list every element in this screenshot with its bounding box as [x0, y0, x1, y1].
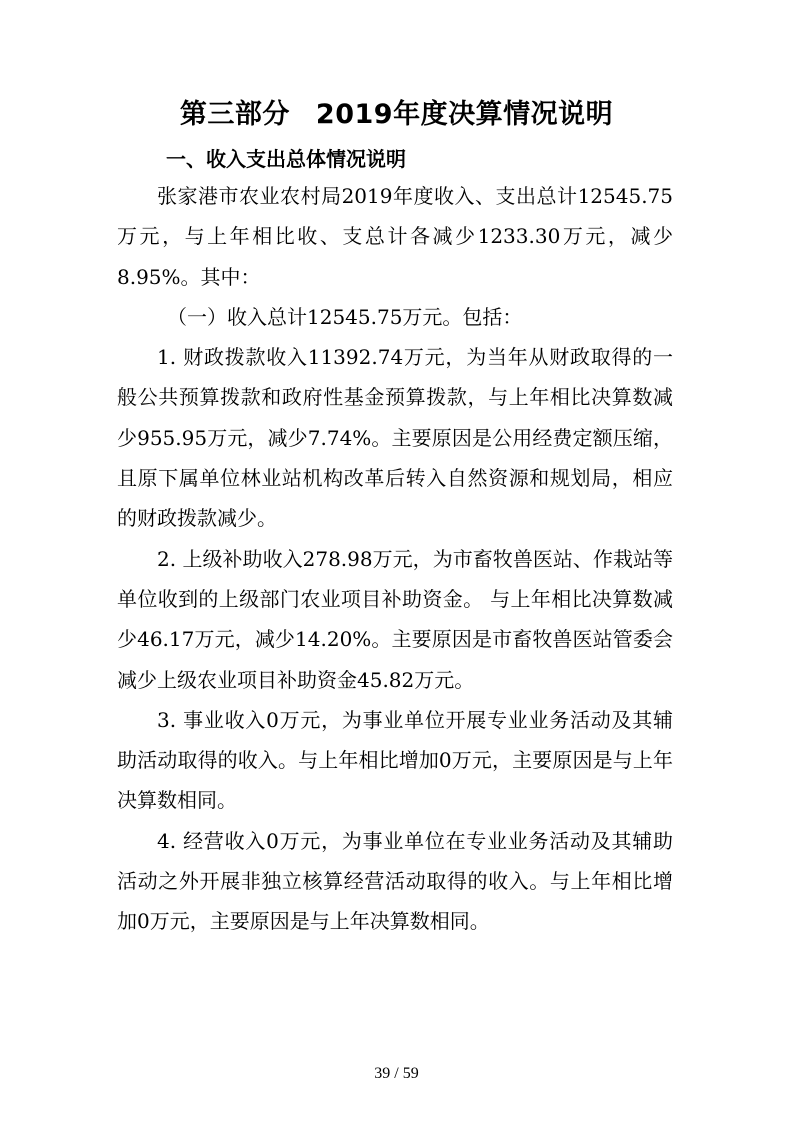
paragraph-business-income: 3. 事业收入0万元，为事业单位开展专业业务活动及其辅助活动取得的收入。与上年相比增加0万元，主要原因是与上年决算数相同。 [117, 707, 673, 813]
title-part: 第三部分 [179, 99, 290, 130]
title-text: 2019年度决算情况说明 [315, 99, 614, 130]
page-number: 39 / 59 [374, 1065, 419, 1082]
document-body [117, 176, 673, 942]
paragraph-fiscal-appropriation: 1. 财政拨款收入11392.74万元，为当年从财政取得的一般公共预算拨款和政府性基金预算拨款，与上年相比决算数减少955.95万元，减少7.74%。主要原因是公用经费定额压缩，且原下属单位林业站机构改革后转入自然资源和规划局，相应的财政拨款减少。 [117, 345, 673, 531]
page-title [0, 92, 793, 131]
section-heading: 一、收入支出总体情况说明 [166, 147, 406, 171]
paragraph-income-total: （一）收入总计12545.75万元。包括： [167, 304, 523, 329]
paragraph-summary: 张家港市农业农村局2019年度收入、支出总计12545.75万元，与上年相比收、支总计各减少1233.30万元，减少8.95%。其中： [117, 184, 673, 289]
paragraph-superior-subsidy: 2. 上级补助收入278.98万元，为市畜牧兽医站、作栽站等单位收到的上级部门农业项目补助资金。 与上年相比决算数减少46.17万元，减少14.20%。主要原因是市畜牧兽医站管委会减少上级农业项目补助资金45.82万元。 [117, 546, 673, 692]
paragraph-operating-income: 4. 经营收入0万元，为事业单位在专业业务活动及其辅助活动之外开展非独立核算经营活动取得的收入。与上年相比增加0万元，主要原因是与上年决算数相同。 [117, 828, 673, 934]
